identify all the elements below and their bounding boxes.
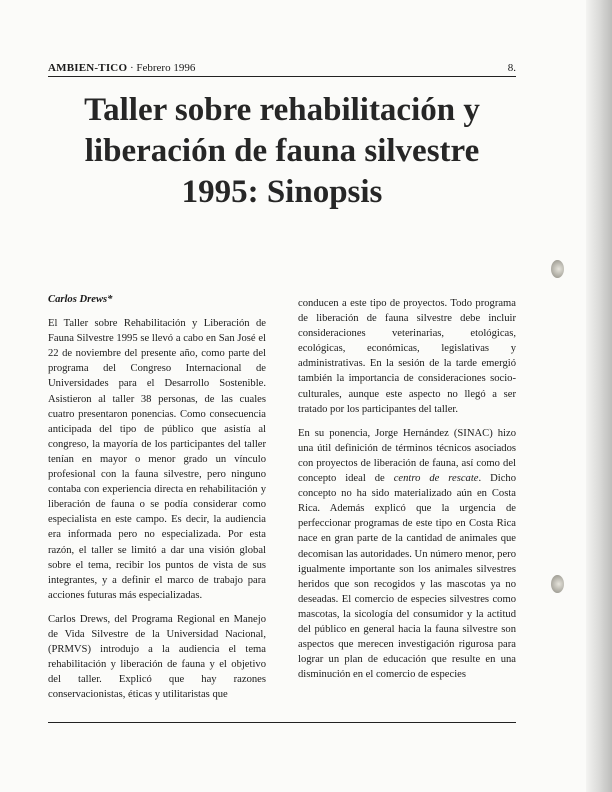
footer-rule — [48, 722, 516, 723]
right-column — [298, 296, 516, 691]
page-number: 8. — [507, 62, 516, 74]
page-edge-shadow — [586, 0, 612, 792]
paragraph-drews: Carlos Drews, del Programa Regional en Manejo de Vida Silvestre de la Universidad Nacional, (PRMVS) introdujo a la audiencia el tema rehabilitación y liberación de fauna y el objetivo del taller. Explicó que hay razones conservacionistas, éticas y utilitaristas que — [48, 613, 266, 701]
paragraph-hernandez-part-b: . Dicho concepto no ha sido materializado aún en Costa Rica. Además explicó que la urgencia de perfeccionar programas de este tipo en Costa Rica nace en gran parte de la cantidad de animales que decomisan las autoridades. Un número menor, pero igualmente importante son los animales silvestres heridos que son recogidos y las mascotas ya no deseadas. El comercio de especies silvestres como mascotas, la sicología del consumidor y la actitud del público en general hacia la fauna silvestre son aspectos que merecen investigación rigurosa para lograr un plan de educación que resulte en una disminución en el comercio de especies — [298, 473, 516, 681]
author-byline: Carlos Drews* — [48, 294, 113, 305]
paragraph-intro: El Taller sobre Rehabilitación y Liberación de Fauna Silvestre 1995 se llevó a cabo en San José el 22 de noviembre del presente año, como parte del programa del Congreso Internacional de Universidades para el Desarrollo Sostenible. Asistieron al taller 38 personas, de las cuales cuatro presentaron ponencias. Como consecuencia anticipada del tipo de público que asistía al congreso, la mayoría de los participantes del taller tenían en mayor o menor grado un vínculo profesional con la fauna silvestre, pero ninguno contaba con experiencia directa en rehabilitación y liberación de fauna o se podía considerar como especialista en este campo. Es decir, la audiencia era informada pero no especializada. Por esta razón, el taller se limitó a dar una visión global sobre el tema, recibir los puntos de vista de sus integrantes, y a definir el marco de trabajo para acciones futuras más especializadas. — [48, 318, 266, 601]
article-title — [48, 90, 516, 213]
header-rule — [48, 76, 516, 77]
paragraph-continuation: conducen a este tipo de proyectos. Todo programa de liberación de fauna silvestre debe incluir consideraciones veterinarias, etológicas, ecológicas, económicas, legislativas y administrativas. En la sesión de la tarde emergió también la importancia de consideraciones socio-culturales, aunque este aspecto no llegó a ser tratado por los participantes del taller. — [298, 298, 516, 415]
title-line-3: 1995: Sinopsis — [181, 174, 383, 210]
centro-de-rescate-term: centro de rescate — [393, 473, 479, 485]
title-line-2: liberación de fauna silvestre — [84, 133, 480, 169]
paragraph-hernandez — [298, 426, 516, 683]
title-line-1: Taller sobre rehabilitación y — [84, 92, 480, 128]
issue-date: · Febrero 1996 — [129, 62, 196, 74]
binder-hole-bottom — [551, 575, 564, 593]
running-header — [48, 62, 516, 76]
magazine-name: AMBIEN-TICO — [48, 62, 128, 74]
header-left — [48, 62, 195, 74]
paragraph-hernandez-part-a: En su ponencia, Jorge Hernández (SINAC) hizo una útil definición de términos técnicos asociados con proyectos de liberación de fauna, así como del concepto ideal de — [298, 427, 516, 485]
left-column — [48, 292, 266, 711]
binder-hole-top — [551, 260, 564, 278]
